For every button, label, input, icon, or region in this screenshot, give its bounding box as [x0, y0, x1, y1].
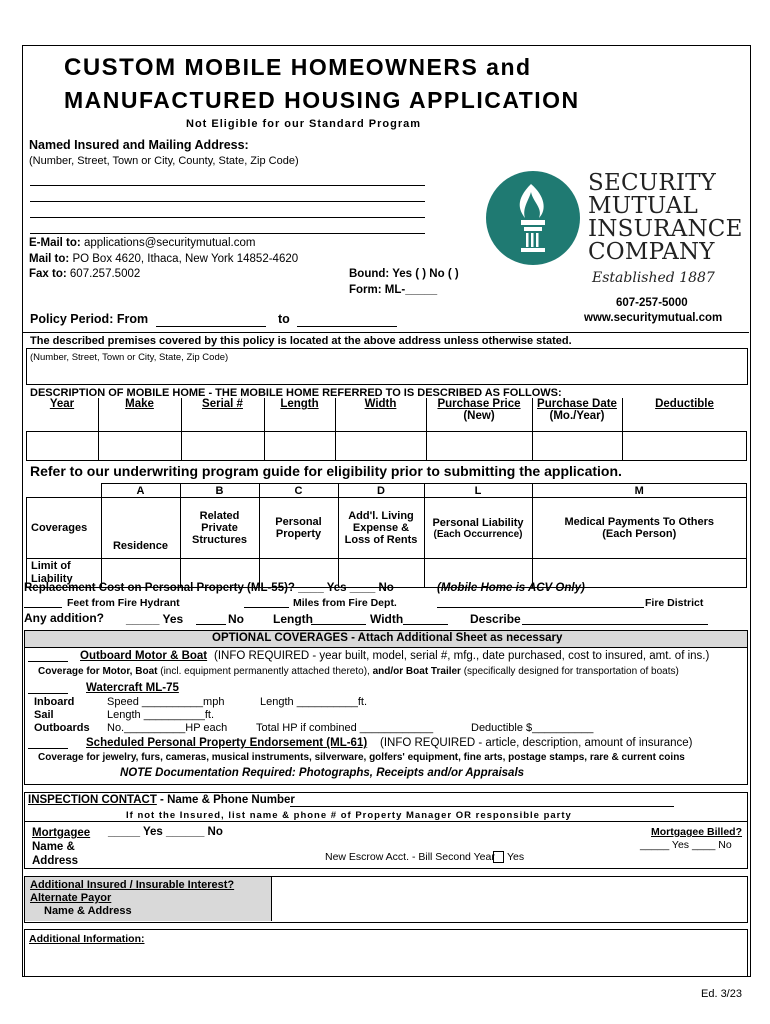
deductible-input[interactable]	[622, 431, 747, 460]
divider	[23, 332, 749, 333]
email-row: E-Mail to: applications@securitymutual.com	[29, 237, 256, 249]
form-subtitle: Not Eligible for our Standard Program	[186, 118, 422, 130]
addition-yes[interactable]: _____ Yes	[126, 612, 184, 626]
coverage-m-medical: Medical Payments To Others (Each Person)	[532, 498, 747, 559]
speed-field[interactable]: Speed __________mph	[107, 696, 225, 708]
inspection-contact-label: INSPECTION CONTACT - Name & Phone Number	[28, 794, 295, 806]
company-website[interactable]: www.securitymutual.com	[584, 312, 723, 324]
inboard-length-field[interactable]: Length __________ft.	[260, 696, 368, 708]
coverage-letter-c: C	[259, 484, 338, 498]
mortgagee-label-2: Name & Address	[32, 841, 79, 867]
limit-of-liability-label: Limit of Liability	[27, 559, 102, 588]
mortgagee-label: Mortgagee	[32, 827, 91, 839]
hp-field[interactable]: No.__________HP each	[107, 722, 228, 734]
escrow-label: New Escrow Acct. - Bill Second Year	[325, 851, 495, 863]
premises-statement: The described premises covered by this policy is located at the above address unless otherwise stated.	[30, 335, 572, 347]
escrow-yes: Yes	[507, 851, 525, 863]
policy-from-field[interactable]	[156, 326, 266, 327]
form-ml-field[interactable]: Form: ML-_____	[349, 284, 438, 296]
coverage-d-living-expense: Add'l. Living Expense & Loss of Rents	[338, 498, 424, 559]
purchase-price-input[interactable]	[426, 431, 532, 460]
watercraft-deductible-field[interactable]: Deductible $__________	[471, 722, 594, 734]
col-width: Width	[335, 398, 426, 431]
form-title-line1: CUSTOM MOBILE HOMEOWNERS and	[64, 54, 532, 81]
outboards-label: Outboards	[34, 722, 90, 734]
year-input[interactable]	[27, 431, 99, 460]
hydrant-field[interactable]	[24, 607, 62, 608]
policy-to-field[interactable]	[297, 326, 397, 327]
mortgagee-yes-no[interactable]: _____ Yes ______ No	[108, 826, 223, 838]
scheduled-check-field[interactable]	[28, 748, 68, 749]
addition-no-field[interactable]	[196, 624, 226, 625]
coverage-letter-m: M	[532, 484, 747, 498]
policy-to-label: to	[278, 312, 290, 326]
addition-no[interactable]: No	[228, 612, 244, 626]
escrow-checkbox[interactable]	[493, 851, 504, 863]
fire-district-label: Fire District	[645, 597, 704, 609]
addition-length-label: Length	[273, 612, 313, 626]
addition-length-field[interactable]	[311, 624, 366, 625]
insured-address-line-3[interactable]	[30, 217, 425, 218]
replacement-cost-question[interactable]: Replacement Cost on Personal Property (ML-55)? ____ Yes ____ No	[24, 582, 394, 594]
hydrant-label: Feet from Fire Hydrant	[67, 597, 180, 609]
col-deductible: Deductible	[622, 398, 747, 431]
coverage-letter-d: D	[338, 484, 424, 498]
col-purchase-price: Purchase Price (New)	[426, 398, 532, 431]
insured-address-line-1[interactable]	[30, 185, 425, 186]
fax-row: Fax to: 607.257.5002	[29, 268, 141, 280]
coverage-a-residence: Residence	[101, 498, 180, 559]
watercraft-check-field[interactable]	[28, 693, 68, 694]
description-heading: DESCRIPTION OF MOBILE HOME - THE MOBILE HOME REFERRED TO IS DESCRIBED AS FOLLOWS:	[30, 387, 562, 399]
addition-width-field[interactable]	[403, 624, 448, 625]
sail-length-field[interactable]: Length __________ft.	[107, 709, 215, 721]
named-insured-hint: (Number, Street, Town or City, County, State, Zip Code)	[29, 155, 299, 167]
premises-hint: (Number, Street, Town or City, State, Zip Code)	[30, 352, 229, 363]
form-title-line2: MANUFACTURED HOUSING APPLICATION	[64, 87, 580, 113]
coverages-table	[26, 483, 747, 588]
fire-dept-label: Miles from Fire Dept.	[293, 597, 397, 609]
mail-row: Mail to: PO Box 4620, Ithaca, New York 14852-4620	[29, 253, 299, 265]
outboard-check-field[interactable]	[28, 661, 68, 662]
inboard-label: Inboard	[34, 696, 75, 708]
fire-district-field[interactable]	[437, 607, 644, 608]
coverage-b-structures: Related Private Structures	[180, 498, 259, 559]
torch-logo-icon	[485, 170, 581, 266]
inspection-contact-note: If not the Insured, list name & phone # of Property Manager OR responsible party	[126, 810, 572, 821]
addition-describe-field[interactable]	[522, 624, 708, 625]
additional-information-label: Additional Information:	[29, 933, 145, 945]
total-hp-field[interactable]: Total HP if combined ____________	[256, 722, 434, 734]
policy-period-label: Policy Period: From	[30, 312, 149, 326]
underwriting-note: Refer to our underwriting program guide for eligibility prior to submitting the application.	[30, 463, 622, 479]
outboard-info: (INFO REQUIRED - year built, model, serial #, mfg., date purchased, cost to insured, amt. of ins.)	[214, 650, 710, 662]
width-input[interactable]	[335, 431, 426, 460]
sail-label: Sail	[34, 709, 54, 721]
coverage-letter-a: A	[101, 484, 180, 498]
coverages-row-label: Coverages	[27, 498, 102, 559]
col-make: Make	[98, 398, 181, 431]
make-input[interactable]	[98, 431, 181, 460]
col-length: Length	[264, 398, 335, 431]
scheduled-title: Scheduled Personal Property Endorsement (ML-61)	[86, 737, 368, 749]
serial-input[interactable]	[181, 431, 264, 460]
scheduled-coverage: Coverage for jewelry, furs, cameras, musical instruments, silverware, golfers' equipment, fine arts, postage stamps, rare & current coins	[38, 752, 685, 763]
edition-label: Ed. 3/23	[701, 988, 742, 1000]
col-serial: Serial #	[181, 398, 264, 431]
named-insured-label: Named Insured and Mailing Address:	[29, 138, 249, 152]
coverage-c-personal-property: Personal Property	[259, 498, 338, 559]
insured-address-line-2[interactable]	[30, 201, 425, 202]
purchase-date-input[interactable]	[532, 431, 622, 460]
coverage-letter-l: L	[424, 484, 532, 498]
scheduled-info: (INFO REQUIRED - article, description, amount of insurance)	[380, 737, 693, 749]
coverage-l-liability: Personal Liability (Each Occurrence)	[424, 498, 532, 559]
documentation-note: NOTE Documentation Required: Photographs, Receipts and/or Appraisals	[120, 767, 525, 779]
col-purchase-date: Purchase Date (Mo./Year)	[532, 398, 622, 431]
insured-address-line-4[interactable]	[30, 233, 425, 234]
length-input[interactable]	[264, 431, 335, 460]
bound-field[interactable]: Bound: Yes ( ) No ( )	[349, 268, 459, 280]
description-table	[26, 398, 747, 461]
coverage-letter-b: B	[180, 484, 259, 498]
addition-label: Any addition?	[24, 611, 104, 625]
fire-dept-miles-field[interactable]	[244, 607, 289, 608]
watercraft-title: Watercraft ML-75	[86, 682, 179, 694]
mortgagee-billed-label: Mortgagee Billed?	[651, 826, 743, 838]
addition-width-label: Width	[370, 612, 404, 626]
acv-note: (Mobile Home is ACV Only)	[437, 582, 585, 594]
optional-coverages-heading: OPTIONAL COVERAGES - Attach Additional Sheet as necessary	[212, 632, 563, 644]
logo-established: Established 1887	[592, 270, 715, 286]
inspection-contact-field[interactable]	[290, 806, 674, 807]
outboard-coverage: Coverage for Motor, Boat (incl. equipment permanently attached thereto), and/or Boat Trailer (specifically designed for transportation of boats)	[38, 666, 679, 677]
company-phone: 607-257-5000	[616, 297, 688, 309]
additional-insured-label: Additional Insured / Insurable Interest? Alternate Payor Name & Address	[30, 879, 235, 917]
logo-wordmark: SECURITY MUTUAL INSURANCE COMPANY	[588, 170, 743, 265]
col-year: Year	[27, 398, 99, 431]
addition-describe-label: Describe	[470, 612, 521, 626]
outboard-title: Outboard Motor & Boat	[80, 650, 208, 662]
mortgagee-billed-options[interactable]: _____ Yes ____ No	[640, 839, 732, 851]
